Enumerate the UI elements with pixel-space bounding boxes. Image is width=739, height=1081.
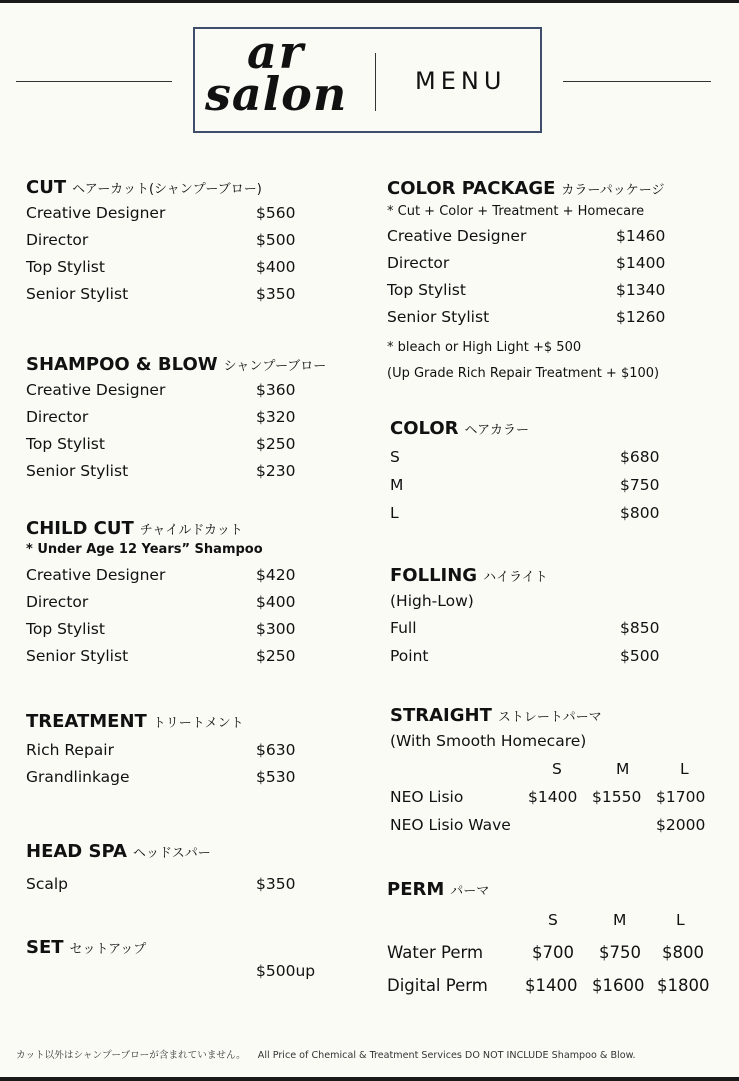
section-cut [26,177,326,312]
section-title: STRAIGHT ストレートパーマ [390,705,602,726]
price-row: Senior Stylist $1260 [387,308,666,326]
bleach-note: * bleach or High Light +$ 500 [387,340,582,355]
size-m-header: M [616,760,630,778]
price-row: Water Perm $700 $750 $800 [387,943,704,962]
section-treatment [26,711,326,795]
price-row: Director $1400 [387,254,666,272]
section-shampoo-blow [26,354,326,489]
price-row: Point $500 [390,647,660,665]
price-row: Rich Repair $630 [26,741,296,759]
price-row: Scalp $350 [26,875,296,893]
section-color [390,418,690,532]
price-row: Director $400 [26,593,296,611]
section-title: PERM パーマ [387,879,490,900]
logo-divider [375,53,376,111]
price-row: Director $320 [26,408,296,426]
section-perm [387,879,727,1009]
section-title: SET セットアップ [26,937,147,958]
section-folling [390,565,690,675]
section-color-package [387,178,727,387]
section-title: TREATMENT トリートメント [26,711,244,732]
section-subtitle: (With Smooth Homecare) [390,732,587,750]
price-row: S $680 [390,448,660,466]
price-row: Top Stylist $400 [26,258,296,276]
left-header-rule [16,81,172,82]
section-head-spa [26,841,326,902]
footer-jp: カット以外はシャンプーブローが含まれていません。 [16,1050,246,1061]
size-l-header: L [680,760,689,778]
section-note: * Under Age 12 Years” Shampoo [26,542,263,557]
price-row: Top Stylist $250 [26,435,296,453]
price-row: Grandlinkage $530 [26,768,296,786]
price-row: Creative Designer $360 [26,381,296,399]
section-note: * Cut + Color + Treatment + Homecare [387,204,645,219]
size-m-header: M [613,911,627,929]
size-header-row [387,911,727,943]
logo-script-line1: ar [247,25,306,79]
price-row: Director $500 [26,231,296,249]
right-header-rule [563,81,711,82]
price-row: L $800 [390,504,660,522]
section-title: COLOR ヘアカラー [390,418,529,439]
price-row: Creative Designer $420 [26,566,296,584]
price-row: Senior Stylist $350 [26,285,296,303]
bottom-border [0,1077,739,1081]
section-title: HEAD SPA ヘッドスパー [26,841,211,862]
section-subtitle: (High-Low) [390,592,474,610]
price-row: NEO Lisio Wave $2000 [390,816,706,834]
upgrade-note: (Up Grade Rich Repair Treatment + $100) [387,366,660,381]
price-row: Top Stylist $300 [26,620,296,638]
footer-en: All Price of Chemical & Treatment Services DO NOT INCLUDE Shampoo & Blow. [257,1050,636,1061]
set-price: $500up [256,962,316,980]
section-set [26,937,326,987]
price-row: Full $850 [390,619,660,637]
logo-box [193,27,542,133]
price-row: Creative Designer $560 [26,204,296,222]
size-l-header: L [676,911,685,929]
logo-script-line2: salon [205,67,348,121]
section-title: FOLLING ハイライト [390,565,548,586]
size-s-header: S [552,760,562,778]
price-row: Senior Stylist $230 [26,462,296,480]
section-title: CUT ヘアーカット(シャンプーブロー) [26,177,262,198]
top-border [0,0,739,3]
section-straight [390,705,730,844]
section-title: SHAMPOO & BLOW シャンプーブロー [26,354,327,375]
price-row: M $750 [390,476,660,494]
price-row: Creative Designer $1460 [387,227,666,245]
price-row: Digital Perm $1400 $1600 $1800 [387,976,710,995]
size-s-header: S [548,911,558,929]
price-row: NEO Lisio $1400 $1550 $1700 [390,788,706,806]
section-title: CHILD CUT チャイルドカット [26,518,243,539]
size-header-row [390,760,730,788]
menu-heading: MENU [415,67,507,95]
price-row: Top Stylist $1340 [387,281,666,299]
price-row: Senior Stylist $250 [26,647,296,665]
section-child-cut [26,518,326,674]
footer-disclaimer [16,1047,728,1061]
salon-logo [201,25,371,129]
section-title: COLOR PACKAGE カラーパッケージ [387,178,665,199]
